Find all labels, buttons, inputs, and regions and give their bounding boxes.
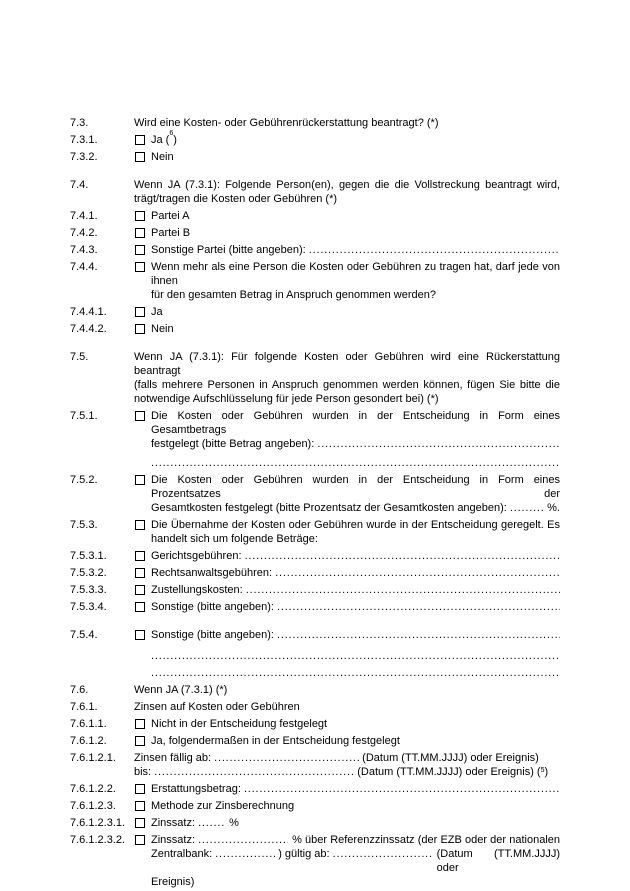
item-content bbox=[134, 751, 560, 779]
item-number: 7.5.3.2. bbox=[70, 567, 107, 579]
form-row-7-6-1-2-2 bbox=[70, 782, 560, 796]
item-number: 7.3. bbox=[70, 117, 89, 129]
text-line bbox=[134, 378, 560, 392]
item-content bbox=[134, 150, 560, 164]
checkbox[interactable] bbox=[135, 520, 145, 530]
item-content bbox=[134, 583, 560, 597]
item-content bbox=[134, 518, 560, 546]
checkbox[interactable] bbox=[135, 736, 145, 746]
text-line bbox=[151, 501, 560, 515]
label-text: Nein bbox=[151, 151, 174, 163]
label-text: ) bbox=[544, 766, 549, 778]
dotted-field[interactable] bbox=[317, 437, 560, 451]
dotted-field[interactable] bbox=[198, 833, 288, 847]
checkbox[interactable] bbox=[135, 324, 145, 334]
text-line bbox=[151, 322, 560, 336]
item-number: 7.6.1.2.3. bbox=[70, 800, 116, 812]
label-text: Zentralbank: bbox=[151, 848, 216, 860]
form-row-7-4-4-2 bbox=[70, 322, 560, 336]
text-line bbox=[151, 782, 560, 796]
dotted-field[interactable] bbox=[244, 782, 560, 796]
text-line bbox=[151, 549, 560, 563]
label-text: Wenn mehr als eine Person die Kosten oder Gebühren zu tragen hat, darf jede von ihnen bbox=[151, 261, 560, 287]
form-row-7-5-3 bbox=[70, 518, 560, 546]
label-text: Sonstige Partei (bitte angeben): bbox=[151, 244, 309, 256]
item-number: 7.5.3.4. bbox=[70, 601, 107, 613]
form-row-7-5-1 bbox=[70, 409, 560, 470]
text-line bbox=[151, 226, 560, 240]
text-line bbox=[151, 288, 560, 302]
item-content bbox=[134, 130, 560, 147]
text-line bbox=[134, 350, 560, 378]
item-content bbox=[134, 600, 560, 614]
label-text: handelt sich um folgende Beträge: bbox=[151, 533, 318, 545]
checkbox[interactable] bbox=[135, 585, 145, 595]
dotted-field[interactable] bbox=[215, 847, 278, 861]
checkbox[interactable] bbox=[135, 784, 145, 794]
footnote-ref: 6 bbox=[169, 130, 174, 138]
checkbox[interactable] bbox=[135, 211, 145, 221]
label-text: Methode zur Zinsberechnung bbox=[151, 800, 295, 812]
form-row-7-5-3-2 bbox=[70, 566, 560, 580]
text-line: bis: ..... (Datum (TT.MM.JJJJ) oder Ereignis) ( $^5$ ) bbox=[134, 765, 560, 779]
form-row-7-5 bbox=[70, 350, 560, 406]
label-text: für den gesamten Betrag in Anspruch genommen werden? bbox=[151, 289, 436, 301]
label-text: Zustellungskosten: bbox=[151, 584, 246, 596]
dotted-field[interactable] bbox=[198, 816, 226, 830]
dotted-field[interactable] bbox=[214, 751, 359, 765]
text-line bbox=[134, 683, 560, 697]
form-row-7-5-3-4 bbox=[70, 600, 560, 614]
label-text: (falls mehrere Personen in Anspruch genommen werden können, fügen Sie bitte die bbox=[134, 379, 560, 391]
label-text: ) bbox=[173, 134, 177, 146]
label-text: Die Kosten oder Gebühren wurden in der Entscheidung in Form eines Prozentsatzes der bbox=[151, 474, 560, 500]
text-line bbox=[134, 178, 560, 192]
item-content bbox=[134, 717, 560, 731]
form-row-7-6-1-1 bbox=[70, 717, 560, 731]
form-row-7-5-4 bbox=[70, 628, 560, 680]
form-rows bbox=[70, 116, 560, 889]
item-content bbox=[134, 226, 560, 240]
item-number: 7.3.2. bbox=[70, 151, 98, 163]
item-content bbox=[134, 734, 560, 748]
item-number: 7.6.1.2. bbox=[70, 735, 107, 747]
checkbox[interactable] bbox=[135, 228, 145, 238]
dotted-field[interactable] bbox=[245, 549, 560, 563]
label-text: Zinssatz: bbox=[151, 817, 199, 829]
item-number: 7.6.1.2.3.2. bbox=[70, 834, 126, 846]
item-content bbox=[134, 782, 560, 796]
label-text: Die Übernahme der Kosten oder Gebühren wurde in der Entscheidung geregelt. Es bbox=[151, 519, 560, 531]
label-text: (Datum (TT.MM.JJJJ) oder Ereignis) ( bbox=[354, 766, 541, 778]
item-number: 7.4.4. bbox=[70, 261, 98, 273]
text-line bbox=[151, 409, 560, 437]
form-row-7-5-2 bbox=[70, 473, 560, 515]
checkbox[interactable] bbox=[135, 475, 145, 485]
checkbox[interactable] bbox=[135, 835, 145, 845]
text-line bbox=[151, 816, 560, 830]
dotted-field[interactable] bbox=[333, 847, 433, 861]
label-text: trägt/tragen die Kosten oder Gebühren (*) bbox=[134, 193, 338, 205]
label-text: bis: bbox=[134, 766, 155, 778]
form-row-7-6-1-2 bbox=[70, 734, 560, 748]
item-number: 7.5.3.3. bbox=[70, 584, 107, 596]
form-row-7-4-4-1 bbox=[70, 305, 560, 319]
text-line bbox=[151, 628, 560, 642]
text-line bbox=[151, 260, 560, 288]
item-content bbox=[134, 116, 560, 130]
label-text: Partei A bbox=[151, 210, 190, 222]
item-number: 7.6. bbox=[70, 684, 89, 696]
item-number: 7.3.1. bbox=[70, 134, 98, 146]
item-content bbox=[134, 209, 560, 223]
text-line bbox=[151, 833, 560, 847]
label-text: festgelegt (bitte Betrag angeben): bbox=[151, 438, 318, 450]
text-line bbox=[151, 305, 560, 319]
text-line bbox=[151, 799, 560, 813]
item-content bbox=[134, 322, 560, 336]
item-number: 7.5.3. bbox=[70, 519, 98, 531]
dotted-field[interactable] bbox=[154, 765, 354, 779]
item-number: 7.5. bbox=[70, 351, 89, 363]
dotted-field[interactable] bbox=[151, 666, 560, 680]
checkbox[interactable] bbox=[135, 801, 145, 811]
label-text: Nicht in der Entscheidung festgelegt bbox=[151, 718, 328, 730]
label-text: Zinssatz: bbox=[151, 834, 199, 846]
text-line bbox=[151, 734, 560, 748]
label-text: Partei B bbox=[151, 227, 191, 239]
text-line bbox=[151, 473, 560, 501]
item-number: 7.4.3. bbox=[70, 244, 98, 256]
checkbox[interactable] bbox=[135, 568, 145, 578]
dotted-field[interactable] bbox=[510, 501, 544, 515]
form-row-7-4-4 bbox=[70, 260, 560, 302]
text-line bbox=[151, 456, 560, 470]
dotted-field[interactable] bbox=[246, 583, 560, 597]
item-number: 7.6.1.2.3.1. bbox=[70, 817, 126, 829]
text-line bbox=[151, 130, 560, 147]
item-content bbox=[134, 178, 560, 206]
text-line bbox=[151, 666, 560, 680]
label-text: Gerichtsgebühren: bbox=[151, 550, 245, 562]
text-line bbox=[134, 751, 560, 765]
text-line bbox=[151, 847, 560, 875]
label-text: Wenn JA (7.3.1) (*) bbox=[134, 684, 228, 696]
item-content bbox=[134, 833, 560, 889]
label-text: Sonstige (bitte angeben): bbox=[151, 629, 277, 641]
checkbox[interactable] bbox=[135, 551, 145, 561]
item-number: 7.4.1. bbox=[70, 210, 98, 222]
label-text: (Datum (TT.MM.JJJJ) oder bbox=[436, 848, 560, 874]
label-text: Erstattungsbetrag: bbox=[151, 783, 244, 795]
text-line bbox=[151, 717, 560, 731]
label-text: % über Referenzzinssatz (der EZB oder der nationalen bbox=[292, 834, 560, 846]
text-line bbox=[134, 700, 560, 714]
item-content bbox=[134, 799, 560, 813]
item-number: 7.4.2. bbox=[70, 227, 98, 239]
label-text: notwendige Aufschlüsselung für jede Person gesondert bei) (*) bbox=[134, 393, 439, 405]
form-row-7-4-3 bbox=[70, 243, 560, 257]
form-row-7-3-1 bbox=[70, 130, 560, 147]
text-line bbox=[151, 649, 560, 663]
item-number: 7.6.1. bbox=[70, 701, 98, 713]
form-row-7-6 bbox=[70, 683, 560, 697]
label-text: Zinsen fällig ab: bbox=[134, 752, 215, 764]
item-number: 7.5.1. bbox=[70, 410, 98, 422]
label-text: Ja bbox=[151, 306, 163, 318]
text-line bbox=[151, 518, 560, 532]
checkbox[interactable] bbox=[135, 411, 145, 421]
checkbox[interactable] bbox=[135, 245, 145, 255]
label-text: Ja ( bbox=[151, 134, 170, 146]
label-text: % bbox=[226, 817, 239, 829]
text-line bbox=[151, 532, 560, 546]
form-row-7-6-1-2-3-1 bbox=[70, 816, 560, 830]
form-row-7-6-1-2-3-2 bbox=[70, 833, 560, 889]
label-text: Gesamtkosten festgelegt (bitte Prozentsatz der Gesamtkosten angeben): bbox=[151, 502, 510, 514]
item-number: 7.6.1.1. bbox=[70, 718, 107, 730]
item-content bbox=[134, 683, 560, 697]
label-text: Sonstige (bitte angeben): bbox=[151, 601, 277, 613]
dotted-field[interactable] bbox=[309, 243, 560, 257]
text-line bbox=[151, 209, 560, 223]
text-line bbox=[151, 583, 560, 597]
checkbox[interactable] bbox=[135, 719, 145, 729]
checkbox[interactable] bbox=[135, 602, 145, 612]
form-row-7-3 bbox=[70, 116, 560, 130]
dotted-field[interactable] bbox=[277, 600, 560, 614]
item-content bbox=[134, 549, 560, 563]
text-line bbox=[134, 192, 560, 206]
item-content bbox=[134, 700, 560, 714]
form-row-7-6-1-2-1 bbox=[70, 751, 560, 779]
form-row-7-5-3-3 bbox=[70, 583, 560, 597]
checkbox[interactable] bbox=[135, 307, 145, 317]
text-line bbox=[151, 243, 560, 257]
item-content bbox=[134, 305, 560, 319]
text-line bbox=[151, 437, 560, 451]
item-number: 7.5.3.1. bbox=[70, 550, 107, 562]
label-text: (Datum (TT.MM.JJJJ) oder Ereignis) bbox=[359, 752, 539, 764]
checkbox[interactable] bbox=[135, 135, 145, 145]
item-content bbox=[134, 473, 560, 515]
label-text: Rechtsanwaltsgebühren: bbox=[151, 567, 276, 579]
form-row-7-3-2 bbox=[70, 150, 560, 164]
item-number: 7.6.1.2.1. bbox=[70, 752, 116, 764]
label-text: Wenn JA (7.3.1): Folgende Person(en), gegen die die Vollstreckung beantragt wird, bbox=[134, 179, 560, 191]
label-text: Zinsen auf Kosten oder Gebühren bbox=[134, 701, 300, 713]
label-text: ) gültig ab: bbox=[278, 848, 333, 860]
dotted-field[interactable] bbox=[151, 456, 560, 470]
form-row-7-6-1 bbox=[70, 700, 560, 714]
item-number: 7.6.1.2.2. bbox=[70, 783, 116, 795]
item-content bbox=[134, 566, 560, 580]
item-number: 7.5.4. bbox=[70, 629, 98, 641]
item-content bbox=[134, 350, 560, 406]
label-text: Wenn JA (7.3.1): Für folgende Kosten oder Gebühren wird eine Rückerstattung beantragt bbox=[134, 351, 560, 377]
checkbox[interactable] bbox=[135, 818, 145, 828]
item-content bbox=[134, 628, 560, 680]
text-line bbox=[151, 150, 560, 164]
item-number: 7.4. bbox=[70, 179, 89, 191]
label-text: %. bbox=[544, 502, 560, 514]
item-content bbox=[134, 409, 560, 470]
text-line bbox=[151, 600, 560, 614]
item-number: 7.5.2. bbox=[70, 474, 98, 486]
checkbox[interactable] bbox=[135, 630, 145, 640]
text-line bbox=[134, 392, 560, 406]
text-line bbox=[151, 566, 560, 580]
dotted-field[interactable] bbox=[277, 628, 560, 642]
form-row-7-5-3-1 bbox=[70, 549, 560, 563]
checkbox[interactable] bbox=[135, 152, 145, 162]
item-content bbox=[134, 260, 560, 302]
text-line bbox=[151, 875, 560, 889]
label-text: Nein bbox=[151, 323, 174, 335]
form-row-7-4-1 bbox=[70, 209, 560, 223]
checkbox[interactable] bbox=[135, 262, 145, 272]
item-number: 7.4.4.2. bbox=[70, 323, 107, 335]
item-content bbox=[134, 243, 560, 257]
form-row-7-6-1-2-3 bbox=[70, 799, 560, 813]
item-content bbox=[134, 816, 560, 830]
label-text: Ereignis) bbox=[151, 876, 195, 888]
label-text: Wird eine Kosten- oder Gebührenrückerstattung beantragt? (*) bbox=[134, 117, 439, 129]
dotted-field[interactable] bbox=[275, 566, 560, 580]
form-row-7-4 bbox=[70, 178, 560, 206]
dotted-field[interactable] bbox=[151, 649, 560, 663]
item-number: 7.4.4.1. bbox=[70, 306, 107, 318]
form-row-7-4-2 bbox=[70, 226, 560, 240]
text-line bbox=[134, 116, 560, 130]
label-text: Die Kosten oder Gebühren wurden in der Entscheidung in Form eines Gesamtbetrags bbox=[151, 410, 560, 436]
label-text: Ja, folgendermaßen in der Entscheidung festgelegt bbox=[151, 735, 400, 747]
